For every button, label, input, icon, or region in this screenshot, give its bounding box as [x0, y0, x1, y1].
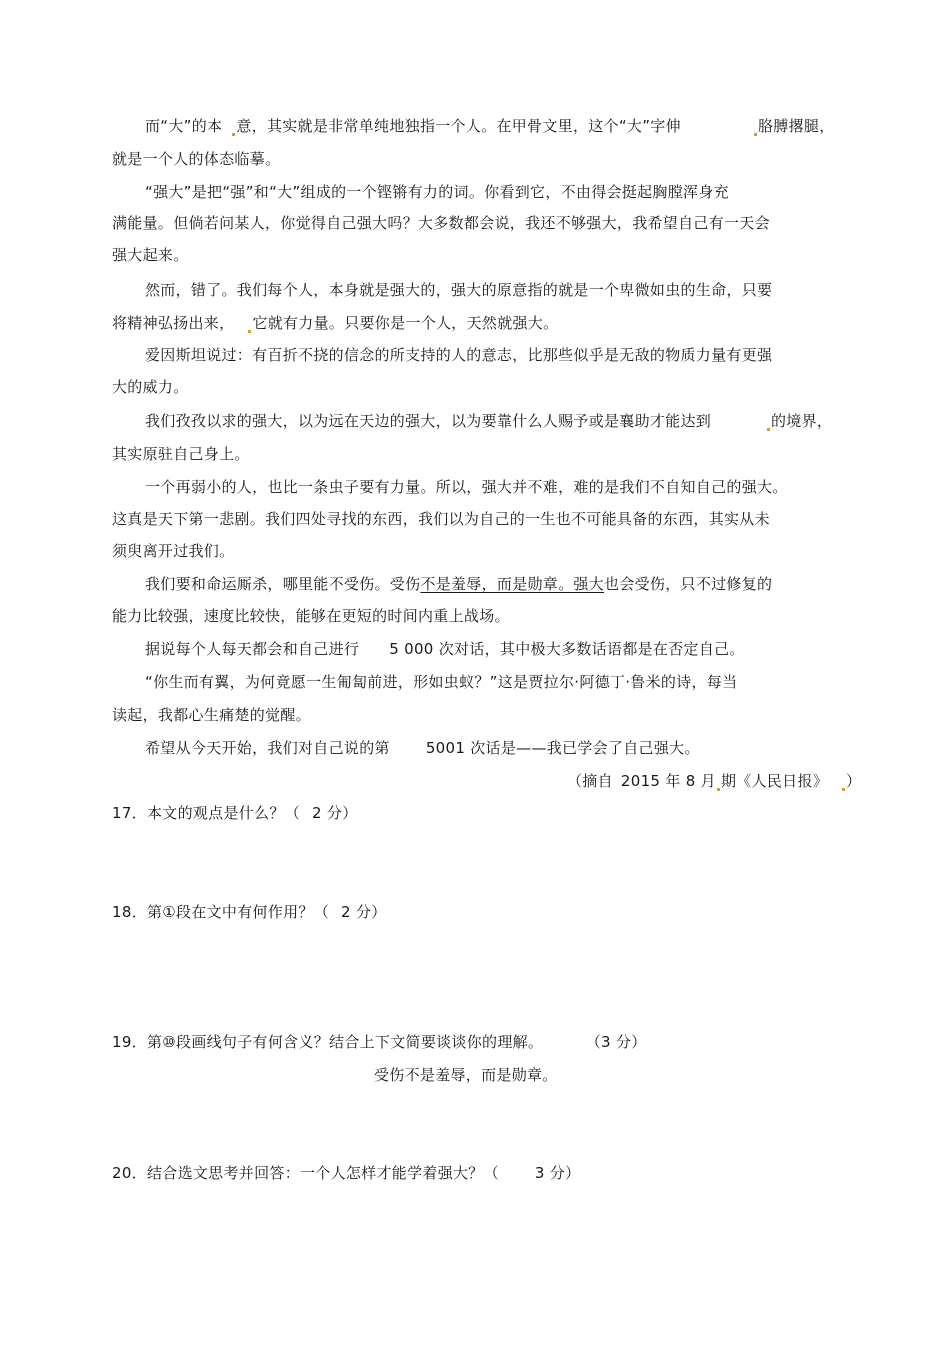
p1-line1-end: [753, 116, 835, 136]
source-text-b: ）: [846, 772, 862, 790]
q20-score: 3 分）: [534, 1164, 581, 1182]
p7-underlined-sentence: 不是羞辱，而是勋章。: [420, 575, 574, 593]
p7-line2: 能力比较强，速度比较快，能够在更短的时间内重上战场。: [112, 607, 510, 625]
p3-text-a: 将精神弘扬出来，: [112, 314, 235, 332]
p5-line1-end: [766, 411, 832, 431]
ink-mark: [754, 133, 757, 136]
question-19: [112, 1032, 647, 1052]
source-text-a: （摘自: [567, 772, 613, 790]
ink-mark: [767, 428, 770, 431]
p1-line2: 就是一个人的体态临摹。: [112, 150, 281, 168]
q18-score: 2 分）: [341, 903, 387, 921]
p4-line1: 爱因斯坦说过：有百折不挠的信念的所支持的人的意志，比那些似乎是无敌的物质力量有更强: [145, 346, 773, 364]
ink-mark: [232, 133, 235, 136]
p6-line3: 须臾离开过我们。: [112, 542, 235, 560]
p4-line2: 大的威力。: [112, 378, 189, 396]
question-18: [112, 902, 387, 922]
question-17: [112, 803, 358, 823]
p3-text-b: 它就有力量。只要你是一个人，天然就强大。: [252, 314, 559, 332]
p5-line1: 我们孜孜以求的强大，以为远在天边的强大，以为要靠什么人赐予或是襄助才能达到: [145, 412, 712, 430]
p5-text-b: 的境界，: [771, 412, 833, 430]
q19-score: （3 分）: [593, 1033, 647, 1051]
p8-text-a: 据说每个人每天都会和自己进行: [145, 640, 360, 658]
q17-score: 2 分）: [312, 804, 358, 822]
source-date: 2015 年 8 月: [620, 772, 716, 790]
ink-mark: [717, 788, 720, 791]
question-19-quote: 受伤不是羞辱，而是勋章。: [374, 1066, 558, 1084]
ink-mark: [248, 330, 251, 333]
q19-text: 19．第⑩段画线句子有何含义？结合上下文简要谈谈你的理解。: [112, 1033, 544, 1051]
q18-text: 18．第①段在文中有何作用？（: [112, 903, 330, 921]
p7-line1: [145, 574, 772, 594]
p2-line3: 强大起来。: [112, 246, 189, 264]
p5-line2: 其实原驻自己身上。: [112, 445, 250, 463]
p10-text-a: 希望从今天开始，我们对自己说的第: [145, 739, 390, 757]
q20-text: 20．结合选文思考并回答：一个人怎样才能学着强大？（: [112, 1164, 499, 1182]
p7-text-a: 我们要和命运厮杀，哪里能不受伤。受伤: [145, 575, 421, 593]
question-20: [112, 1163, 580, 1183]
p10-text-b: 5001 次话是——我已学会了自己强大。: [425, 739, 700, 757]
p1-text-b: 意，其实就是非常单纯地独指一个人。在甲骨文里，这个“大”字伸: [236, 117, 681, 135]
p8-line1: [145, 639, 745, 659]
p7-text-b: 也会受伤，只不过修复的: [604, 575, 773, 593]
ink-mark: [842, 788, 845, 791]
q17-text: 17．本文的观点是什么？（: [112, 804, 300, 822]
p9-line2: 读起，我都心生痛楚的觉醒。: [112, 706, 311, 724]
p8-text-b: 5 000 次对话，其中极大多数话语都是在否定自己。: [389, 640, 745, 658]
source-paper: 期《人民日报》: [720, 772, 829, 790]
p10-line1: [145, 738, 700, 758]
p9-line1: “你生而有翼，为何竟愿一生匍匐前进，形如虫蚁？”这是贾拉尔·阿德丁·鲁米的诗，每当: [145, 673, 738, 691]
p6-line1: 一个再弱小的人，也比一条虫子要有力量。所以，强大并不难，难的是我们不自知自己的强大。: [145, 478, 788, 496]
p1-text-c: 胳膊撂腿，: [758, 117, 835, 135]
p2-line2: 满能量。但倘若问某人，你觉得自己强大吗？大多数都会说，我还不够强大，我希望自己有一天会: [112, 214, 770, 232]
source-citation: [567, 771, 861, 791]
p3-line1: 然而，错了。我们每个人，本身就是强大的，强大的原意指的就是一个卑微如虫的生命，只要: [145, 281, 773, 299]
p3-line2: [112, 313, 558, 333]
p2-line1: “强大”是把“强”和“大”组成的一个铿锵有力的词。你看到它，不由得会挺起胸膛浑身充: [145, 183, 729, 201]
p1-line1: [145, 116, 681, 136]
p1-text-a: 而“大”的本: [145, 117, 223, 135]
p6-line2: 这真是天下第一悲剧。我们四处寻找的东西，我们以为自己的一生也不可能具备的东西，其实从未: [112, 510, 770, 528]
p7-underlined-word: 强大: [573, 575, 605, 593]
